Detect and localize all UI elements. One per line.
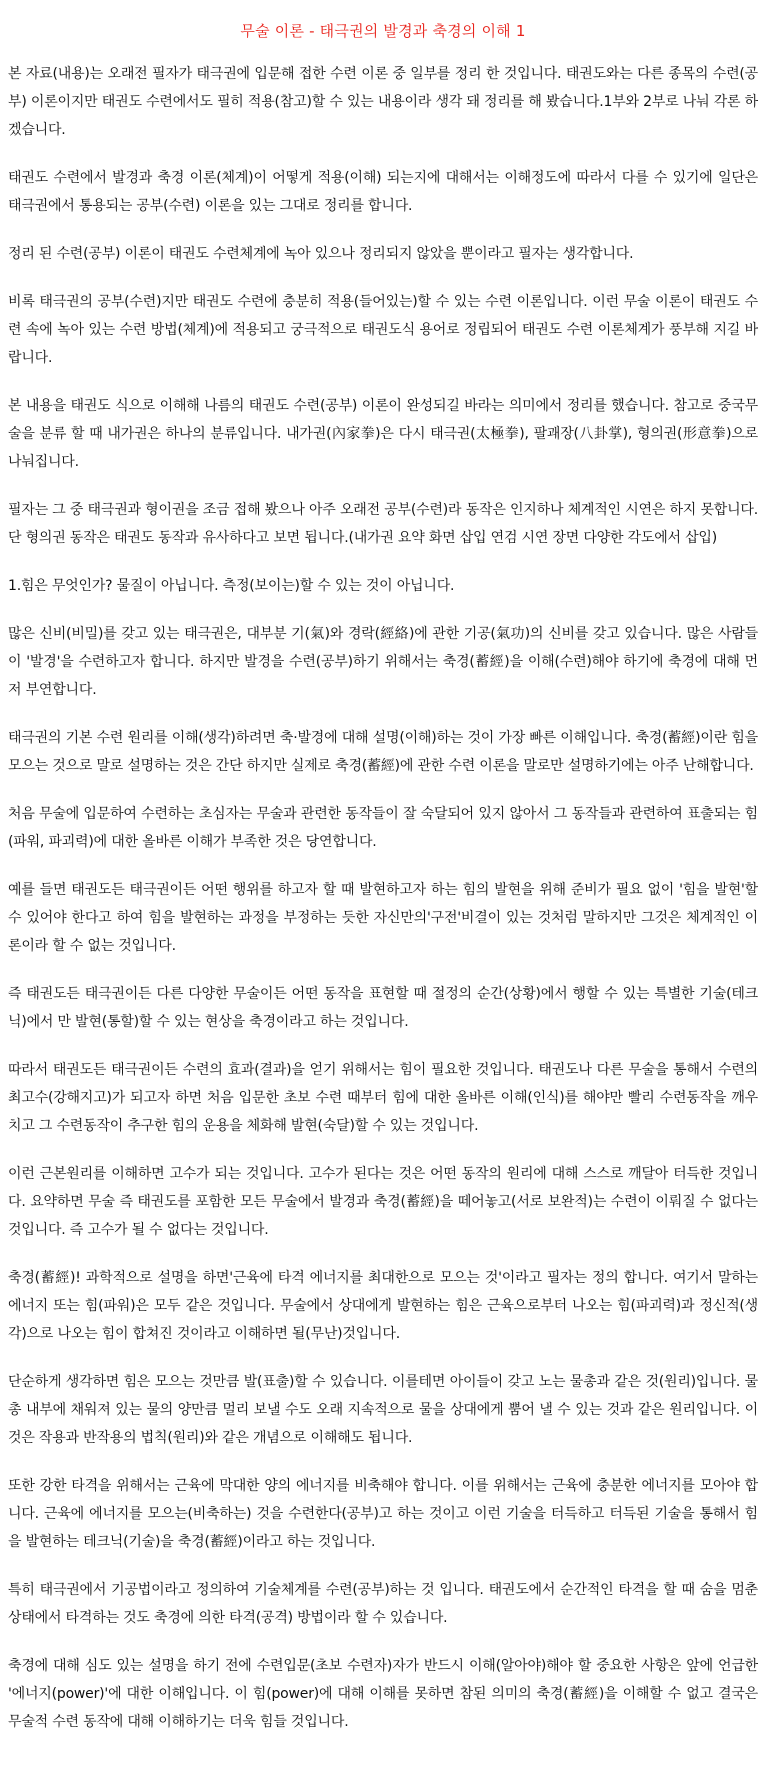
- paragraph-15: 축경(蓄經)! 과학적으로 설명을 하면'근육에 타격 에너지를 최대한으로 모으는 것'이라고 필자는 정의 합니다. 여기서 말하는 에너지 또는 힘(파워)은 모두 같은 것입니다. 무술에서 상대에게 발현하는 힘은 근육으로부터 나오는 힘(파괴력)과 정신적(생각)으로 나오는 힘이 합쳐진 것이라고 이해하면 될(무난)것입니다.: [8, 1270, 758, 1342]
- paragraph-5: 본 내용을 태권도 식으로 이해해 나름의 태권도 수련(공부) 이론이 완성되길 바라는 의미에서 정리를 했습니다. 참고로 중국무술을 분류 할 때 내가권은 하나의 분류입니다. 내가권(內家拳)은 다시 태극권(太極拳), 팔괘장(八卦掌), 형의권(形意拳)으로 나눠집니다.: [8, 398, 758, 470]
- paragraph-12: 즉 태권도든 태극권이든 다른 다양한 무술이든 어떤 동작을 표현할 때 절정의 순간(상황)에서 행할 수 있는 특별한 기술(테크닉)에서 만 발현(통할)할 수 있는 현상을 축경이라고 하는 것입니다.: [8, 986, 758, 1030]
- paragraph-2: 태권도 수련에서 발경과 축경 이론(체계)이 어떻게 적용(이해) 되는지에 대해서는 이해정도에 따라서 다를 수 있기에 일단은 태극권에서 통용되는 공부(수련) 이론을 있는 그대로 정리를 합니다.: [8, 170, 758, 214]
- paragraph-19: 축경에 대해 심도 있는 설명을 하기 전에 수련입문(초보 수련자)자가 반드시 이해(알아야)해야 할 중요한 사항은 앞에 언급한 '에너지(power)'에 대한 이해입니다. 이 힘(power)에 대해 이해를 못하면 참된 의미의 축경(蓄經)을 이해할 수 없고 결국은 무술적 수련 동작에 대해 이해하기는 더욱 힘들 것입니다.: [8, 1658, 758, 1730]
- paragraph-13: 따라서 태권도든 태극권이든 수련의 효과(결과)을 얻기 위해서는 힘이 필요한 것입니다. 태권도나 다른 무술을 통해서 수련의 최고수(강해지고)가 되고자 하면 처음 입문한 초보 수련 때부터 힘에 대한 올바른 이해(인식)를 해야만 빨리 수련동작을 깨우치고 그 수련동작이 추구한 힘의 운용을 체화해 발현(숙달)할 수 있는 것입니다.: [8, 1062, 758, 1134]
- paragraph-7: 1.힘은 무엇인가? 물질이 아닙니다. 측정(보이는)할 수 있는 것이 아닙니다.: [8, 578, 455, 594]
- paragraph-18: 특히 태극권에서 기공법이라고 정의하여 기술체계를 수련(공부)하는 것 입니다. 태권도에서 순간적인 타격을 할 때 숨을 멈춘 상태에서 타격하는 것도 축경에 의한 타격(공격) 방법이라 할 수 있습니다.: [8, 1582, 758, 1626]
- paragraph-6: 필자는 그 중 태극권과 형이권을 조금 접해 봤으나 아주 오래전 공부(수련)라 동작은 인지하나 체계적인 시연은 하지 못합니다. 단 형의권 동작은 태권도 동작과 유사하다고 보면 됩니다.(내가권 요약 화면 삽입 연검 시연 장면 다양한 각도에서 삽입): [8, 502, 758, 546]
- paragraph-16: 단순하게 생각하면 힘은 모으는 것만큼 발(표출)할 수 있습니다. 이를테면 아이들이 갖고 노는 물총과 같은 것(원리)입니다. 물총 내부에 채워져 있는 물의 양만큼 멀리 보낼 수도 오래 지속적으로 물을 상대에게 뿜어 낼 수 있는 것과 같은 원리입니다. 이것은 작용과 반작용의 법칙(원리)와 같은 개념으로 이해해도 됩니다.: [8, 1374, 758, 1446]
- paragraph-1: 본 자료(내용)는 오래전 필자가 태극권에 입문해 접한 수련 이론 중 일부를 정리 한 것입니다. 태권도와는 다른 종목의 수련(공부) 이론이지만 태권도 수련에서도 필히 적용(참고)할 수 있는 내용이라 생각 돼 정리를 해 봤습니다.1부와 2부로 나눠 각론 하겠습니다.: [8, 66, 758, 138]
- paragraph-4: 비록 태극권의 공부(수련)지만 태권도 수련에 충분히 적용(들어있는)할 수 있는 수련 이론입니다. 이런 무술 이론이 태권도 수련 속에 녹아 있는 수련 방법(체계)에 적용되고 궁극적으로 태권도식 용어로 정립되어 태권도 수련 이론체계가 풍부해 지길 바랍니다.: [8, 294, 758, 366]
- paragraph-10: 처음 무술에 입문하여 수련하는 초심자는 무술과 관련한 동작들이 잘 숙달되어 있지 않아서 그 동작들과 관련하여 표출되는 힘(파워, 파괴력)에 대한 올바른 이해가 부족한 것은 당연합니다.: [8, 806, 758, 850]
- article-title: 무술 이론 - 태극권의 발경과 축경의 이해 1: [240, 22, 526, 40]
- paragraph-17: 또한 강한 타격을 위해서는 근육에 막대한 양의 에너지를 비축해야 합니다. 이를 위해서는 근육에 충분한 에너지를 모아야 합니다. 근육에 에너지를 모으는(비축하는) 것을 수련한다(공부)고 하는 것이고 이런 기술을 터득하고 터득된 기술을 통해서 힘을 발현하는 테크닉(기술)을 축경(蓄經)이라고 하는 것입니다.: [8, 1478, 758, 1550]
- paragraph-8: 많은 신비(비밀)를 갖고 있는 태극권은, 대부분 기(氣)와 경락(經絡)에 관한 기공(氣功)의 신비를 갖고 있습니다. 많은 사람들이 '발경'을 수련하고자 합니다. 하지만 발경을 수련(공부)하기 위해서는 축경(蓄經)을 이해(수련)해야 하기에 축경에 대해 먼저 부연합니다.: [8, 626, 758, 698]
- paragraph-14: 이런 근본원리를 이해하면 고수가 되는 것입니다. 고수가 된다는 것은 어떤 동작의 원리에 대해 스스로 깨달아 터득한 것입니다. 요약하면 무술 즉 태권도를 포함한 모든 무술에서 발경과 축경(蓄經)을 떼어놓고(서로 보완적)는 수련이 이뤄질 수 없다는 것입니다. 즉 고수가 될 수 없다는 것입니다.: [8, 1166, 758, 1238]
- paragraph-11: 예를 들면 태권도든 태극권이든 어떤 행위를 하고자 할 때 발현하고자 하는 힘의 발현을 위해 준비가 필요 없이 '힘을 발현'할 수 있어야 한다고 하여 힘을 발현하는 과정을 부정하는 듯한 자신만의'구전'비결이 있는 것처럼 말하지만 그것은 체계적인 이론이라 할 수 없는 것입니다.: [8, 882, 758, 954]
- paragraph-9: 태극권의 기본 수련 원리를 이해(생각)하려면 축·발경에 대해 설명(이해)하는 것이 가장 빠른 이해입니다. 축경(蓄經)이란 힘을 모으는 것으로 말로 설명하는 것은 간단 하지만 실제로 축경(蓄經)에 관한 수련 이론을 말로만 설명하기에는 아주 난해합니다.: [8, 730, 758, 774]
- paragraph-3: 정리 된 수련(공부) 이론이 태권도 수련체계에 녹아 있으나 정리되지 않았을 뿐이라고 필자는 생각합니다.: [8, 246, 634, 262]
